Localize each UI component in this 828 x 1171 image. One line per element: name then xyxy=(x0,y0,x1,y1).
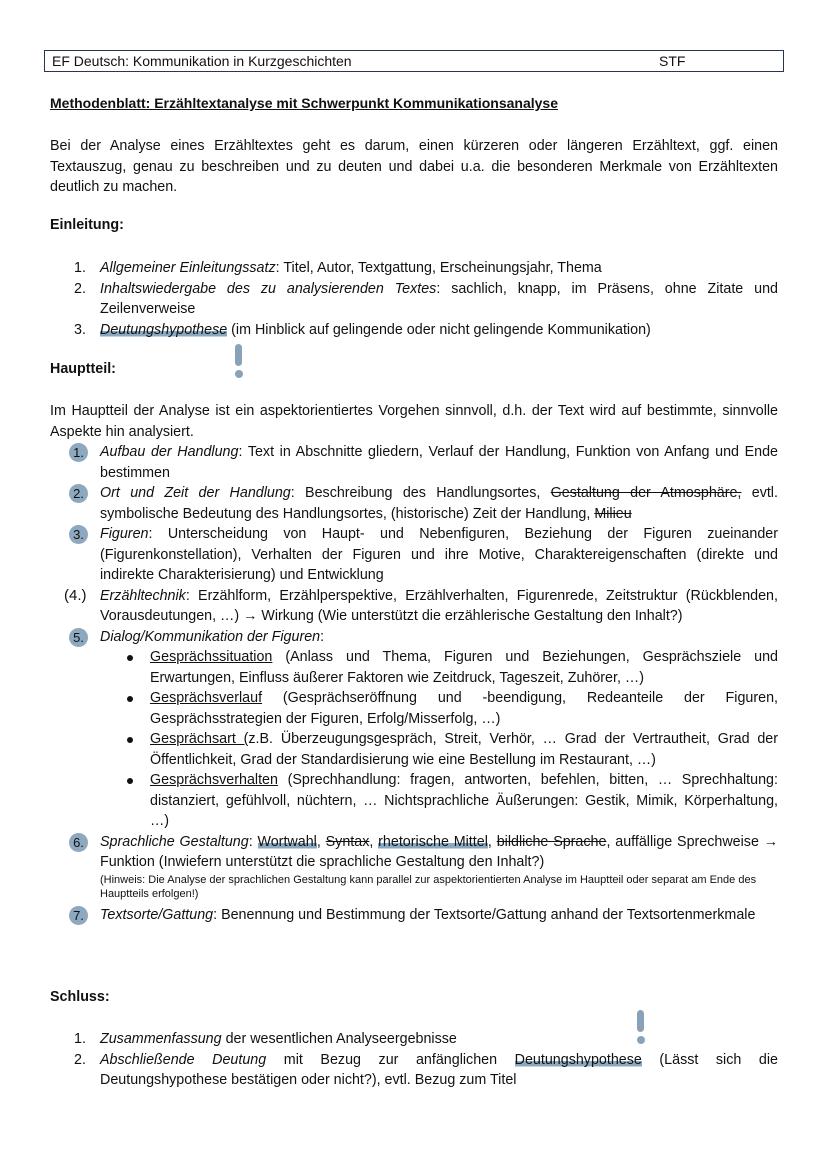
bullet-item xyxy=(50,770,778,832)
circled-number: 5. xyxy=(69,628,88,647)
item-term: Sprachliche Gestaltung xyxy=(100,833,249,850)
list-item xyxy=(50,832,778,873)
item-text: evtl. symbolische Bedeutung des Handlungsortes, (historische) Zeit der Handlung, xyxy=(100,485,778,522)
bullet-text: (Gesprächseröffnung und -beendigung, Redeanteile der Figuren, Gesprächsstrategien der Figuren, Erfolg/Misserfolg, …) xyxy=(150,690,778,727)
bullet-item xyxy=(50,688,778,729)
item-term: Dialog/Kommunikation der Figuren xyxy=(100,628,321,645)
item-number: 1. xyxy=(74,1031,86,1047)
separator: , xyxy=(487,833,497,850)
item-term: Zusammenfassung xyxy=(100,1031,222,1047)
struck-text: Syntax xyxy=(325,833,370,850)
list-item xyxy=(50,483,778,524)
bullet-term: Gesprächsverhalten xyxy=(150,772,278,788)
hauptteil-list xyxy=(50,442,778,925)
struck-text: Milieu xyxy=(594,505,632,522)
course-title: EF Deutsch: Kommunikation in Kurzgeschichten xyxy=(52,53,352,69)
exclamation-mark-annotation xyxy=(234,344,244,378)
list-item xyxy=(50,905,778,926)
einleitung-heading: Einleitung: xyxy=(50,217,124,233)
note-text: (Hinweis: Die Analyse der sprachlichen Gestaltung kann parallel zur aspektorientierten Analyse im Hauptteil oder separat am Ende des Hauptteils erfolgen!) xyxy=(100,873,757,900)
item-term: Erzähltechnik xyxy=(100,587,186,604)
list-item xyxy=(50,1029,778,1050)
handwritten-number: (4.) xyxy=(64,586,87,604)
item-term: Ort und Zeit der Handlung xyxy=(100,485,291,501)
circled-number: 6. xyxy=(69,833,88,852)
circled-number: 2. xyxy=(69,484,88,503)
item-term: Allgemeiner Einleitungssatz xyxy=(100,260,276,276)
item-term: Aufbau der Handlung xyxy=(100,444,239,460)
item-text: : Text in Abschnitte gliedern, Verlauf der Handlung, Funktion von Anfang und Ende bestimmen xyxy=(100,444,778,481)
item-text: der wesentlichen Analyseergebnisse xyxy=(221,1031,457,1047)
item-number: 2. xyxy=(74,1051,86,1068)
bullet-text: z.B. Überzeugungsgespräch, Streit, Verhör, … Grad der Vertrautheit, Grad der Öffentlichkeit, Grad der Standardisierung wie eine Bestellung im Restaurant, …) xyxy=(150,731,778,768)
item-number: 2. xyxy=(74,280,86,297)
item-colon: : xyxy=(248,833,258,850)
hauptteil-heading: Hauptteil: xyxy=(50,361,116,377)
highlighted-term: Deutungshypothese xyxy=(100,321,228,338)
item-text: (im Hinblick auf gelingende oder nicht gelingende Kommunikation) xyxy=(227,321,651,338)
hauptteil-intro: Im Hauptteil der Analyse ist ein aspektorientiertes Vorgehen sinnvoll, d.h. der Text wird auf bestimmte, sinnvolle Aspekte hin analysiert. xyxy=(50,403,778,440)
page-title: Methodenblatt: Erzähltextanalyse mit Schwerpunkt Kommunikationsanalyse xyxy=(50,95,558,111)
item-text: (Lässt sich die Deutungshypothese bestätigen oder nicht?), evtl. Bezug zum Titel xyxy=(100,1051,778,1088)
item-term: Inhaltswiedergabe des zu analysierenden Textes xyxy=(100,280,437,297)
einleitung-list xyxy=(50,258,778,340)
circled-number: 7. xyxy=(69,906,88,925)
item-term: Textsorte/Gattung xyxy=(100,906,214,923)
bullet-icon xyxy=(127,737,133,743)
bullet-text: (Anlass und Thema, Figuren und Beziehungen, Gesprächsziele und Erwartungen, Einfluss äußerer Faktoren wie Zeitdruck, Tageszeit, Zuhörer, …) xyxy=(150,649,778,686)
list-item xyxy=(50,258,778,279)
bullet-icon xyxy=(127,778,133,784)
item-text: : sachlich, knapp, im Präsens, ohne Zitate und Zeilenverweise xyxy=(100,280,778,317)
item-text: : Beschreibung des Handlungsortes, xyxy=(290,485,551,501)
separator: , xyxy=(369,833,379,850)
list-item xyxy=(50,586,778,627)
bullet-icon xyxy=(127,696,133,702)
item-text: , auffällige Sprechweise → Funktion (Inwiefern unterstützt die sprachliche Gestaltung den Inhalt?) xyxy=(100,833,779,870)
circled-number: 1. xyxy=(69,443,88,462)
list-item xyxy=(50,442,778,483)
bullet-term: Gesprächssituation xyxy=(150,649,273,665)
circled-number: 3. xyxy=(69,525,88,544)
list-item xyxy=(50,1050,778,1091)
item-number: 3. xyxy=(74,321,86,338)
item-term: Figuren xyxy=(100,526,149,542)
item-text: : Titel, Autor, Textgattung, Erscheinungsjahr, Thema xyxy=(275,260,602,276)
list-item xyxy=(50,627,778,648)
struck-text: Gestaltung der Atmosphäre, xyxy=(550,485,742,501)
list-item xyxy=(50,524,778,586)
struck-text: bildliche Sprache xyxy=(496,833,607,850)
author-initials: STF xyxy=(659,53,686,69)
item-number: 1. xyxy=(74,260,86,276)
separator: , xyxy=(316,833,326,850)
highlighted-term: rhetorische Mittel xyxy=(378,833,488,850)
bullet-text: (Sprechhandlung: fragen, antworten, befehlen, bitten, … Sprechhaltung: distanziert, gefühlvoll, nüchtern, … Nichtsprachliche Äußerungen: Gestik, Mimik, Körperhaltung, …) xyxy=(150,772,778,829)
schluss-heading: Schluss: xyxy=(50,989,110,1005)
item-text: : Benennung und Bestimmung der Textsorte/Gattung anhand der Textsortenmerkmale xyxy=(213,906,756,923)
bullet-item xyxy=(50,647,778,688)
highlighted-term: Wortwahl xyxy=(257,833,317,850)
item-text: mit Bezug zur anfänglichen xyxy=(266,1051,515,1068)
intro-paragraph: Bei der Analyse eines Erzähltextes geht es darum, einen kürzeren oder längeren Erzähltext, ggf. einen Textauszug, genau zu beschreiben und zu deuten und dabei u.a. die besonderen Merkmale von Erzähltexten deutlich zu machen. xyxy=(50,138,778,195)
header-box xyxy=(44,50,784,72)
item-text: : Unterscheidung von Haupt- und Nebenfiguren, Beziehung der Figuren zueinander (Figurenkonstellation), Verhalten der Figuren und ihre Motive, Charaktereigenschaften (direkte und indirekte Charakterisierung) und Entwicklung xyxy=(100,526,778,583)
bullet-item xyxy=(50,729,778,770)
list-item xyxy=(50,320,778,341)
bullet-term: Gesprächsart ( xyxy=(150,731,249,747)
item-term: Abschließende Deutung xyxy=(100,1051,267,1068)
highlighted-term: Deutungshypothese xyxy=(514,1051,642,1068)
item-colon: : xyxy=(320,628,325,645)
list-item xyxy=(50,279,778,320)
item-text: : Erzählform, Erzählperspektive, Erzählverhalten, Figurenrede, Zeitstruktur (Rückblenden, Vorausdeutungen, …) → Wirkung (Wie unterstützt die erzählerische Gestaltung den Inhalt?) xyxy=(100,587,778,624)
bullet-icon xyxy=(127,655,133,661)
bullet-term: Gesprächsverlauf xyxy=(150,690,263,706)
schluss-list xyxy=(50,1029,778,1091)
